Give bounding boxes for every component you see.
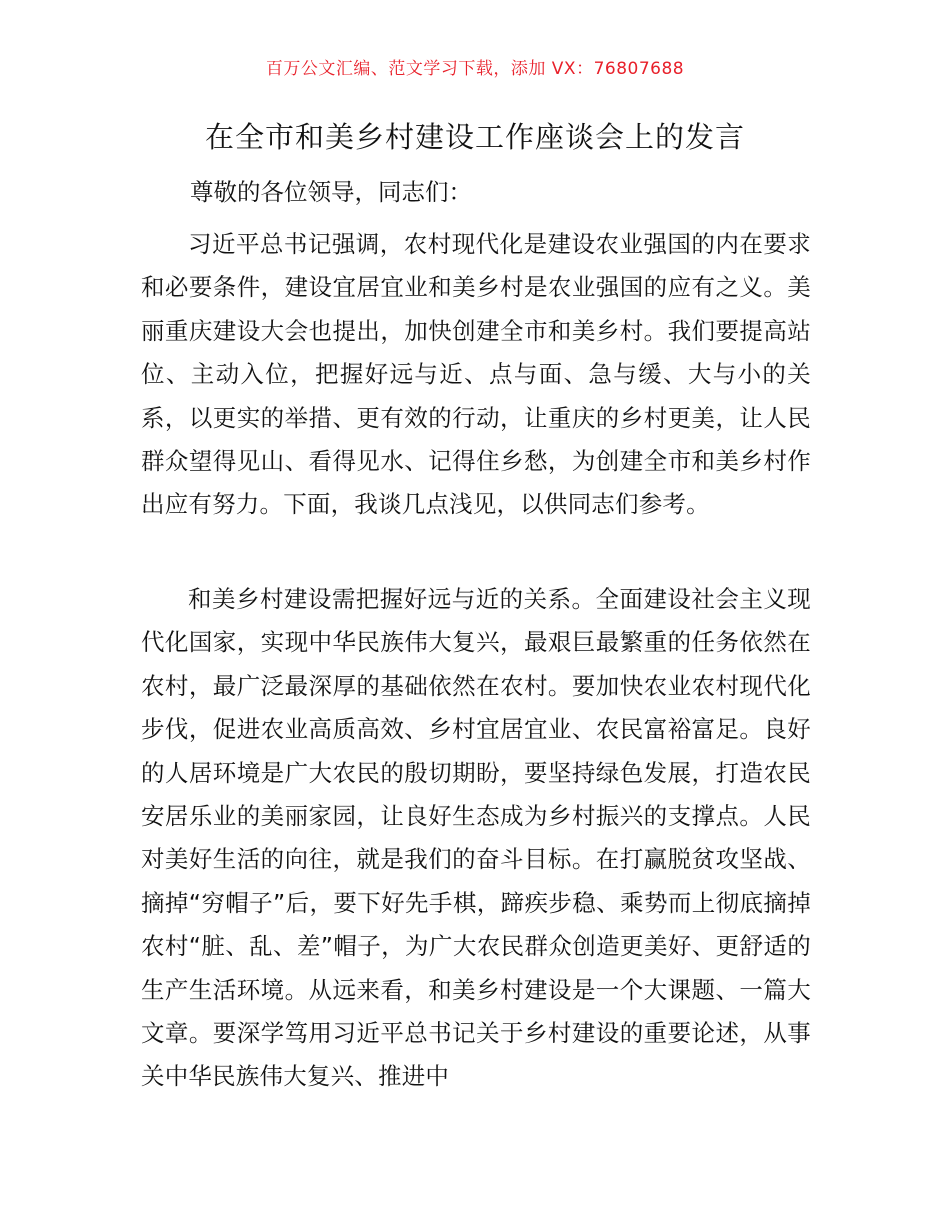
- document-title: 在全市和美乡村建设工作座谈会上的发言: [204, 120, 745, 154]
- salutation: 尊敬的各位领导，同志们：: [190, 178, 472, 206]
- paragraph-intro: 习近平总书记强调，农村现代化是建设农业强国的内在要求和必要条件，建设宜居宜业和美乡村是农业强国的应有之义。美丽重庆建设大会也提出，加快创建全市和美乡村。我们要提高站位、主动入位，把握好远与近、点与面、急与缓、大与小的关系，以更实的举措、更有效的行动，让重庆的乡村更美，让人民群众望得见山、看得见水、记得住乡愁，为创建全市和美乡村作出应有努力。下面，我谈几点浅见，以供同志们参考。: [141, 230, 811, 519]
- promo-header: 百万公文汇编、范文学习下载，添加 VX：76807688: [265, 59, 685, 79]
- paragraph-far-and-near: 和美乡村建设需把握好远与近的关系。全面建设社会主义现代化国家，实现中华民族伟大复兴，最艰巨最繁重的任务依然在农村，最广泛最深厚的基础依然在农村。要加快农业农村现代化步伐，促进农业高质高效、乡村宜居宜业、农民富裕富足。良好的人居环境是广大农民的殷切期盼，要坚持绿色发展，打造农民安居乐业的美丽家园，让良好生态成为乡村振兴的支撑点。人民对美好生活的向往，就是我们的奋斗目标。在打赢脱贫攻坚战、摘掉“穷帽子”后，要下好先手棋，蹄疾步稳、乘势而上彻底摘掉农村“脏、乱、差”帽子，为广大农民群众创造更美好、更舒适的生产生活环境。从远来看，和美乡村建设是一个大课题、一篇大文章。要深学笃用习近平总书记关于乡村建设的重要论述，从事关中华民族伟大复兴、推进中: [141, 585, 811, 1091]
